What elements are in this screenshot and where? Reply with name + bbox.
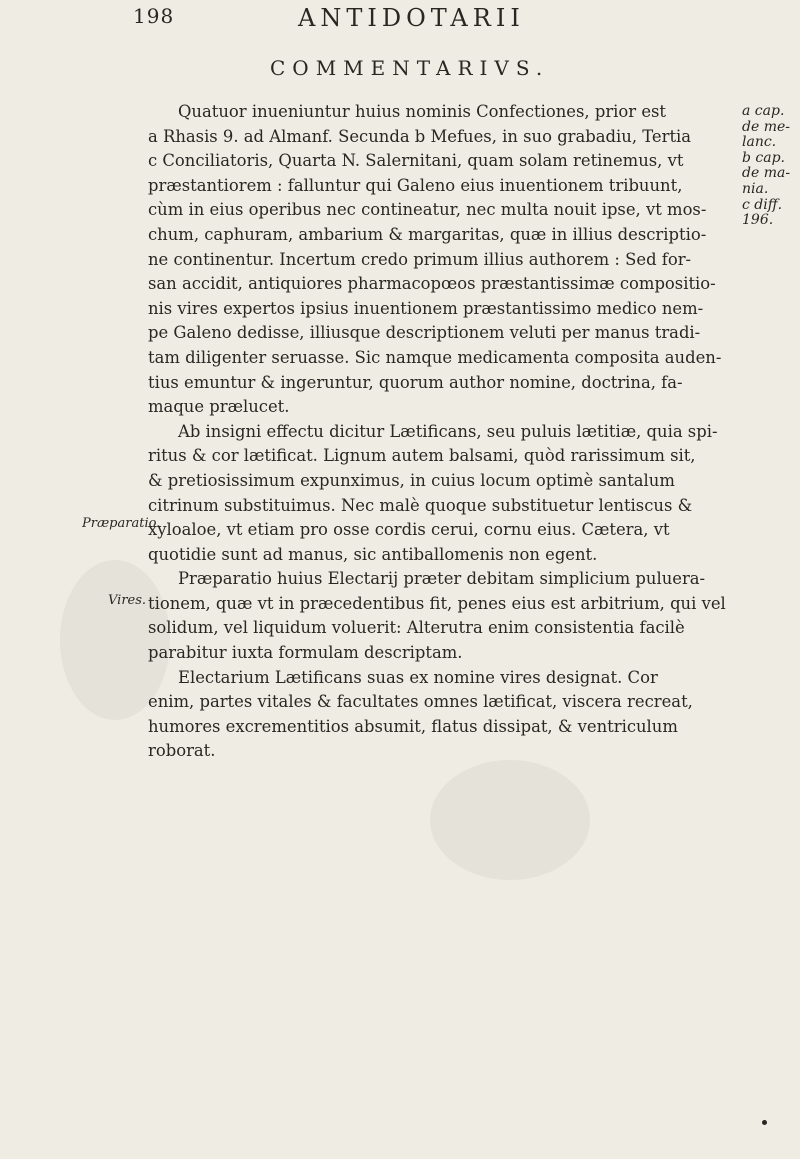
margin-note: de me- [742, 118, 790, 135]
margin-note: a cap. [742, 103, 785, 119]
text-line: ne continentur. Incertum credo primum illius authorem : Sed for- [148, 249, 692, 269]
text-line: quotidie sunt ad manus, sic antiballomenis non egent. [148, 544, 598, 564]
margin-note: b cap. [742, 149, 786, 166]
text-line: præstantiorem : falluntur qui Galeno eius inuentionem tribuunt, [148, 175, 683, 195]
ink-dot [762, 1120, 767, 1125]
text-line: san accidit, antiquiores pharmacopœos præstantissimæ compositio- [148, 274, 716, 294]
running-title: ANTIDOTARII [298, 4, 525, 32]
margin-references [742, 104, 798, 229]
text-line: citrinum substituimus. Nec malè quoque substituetur lentiscus & [148, 495, 693, 515]
margin-note: de ma- [742, 165, 791, 182]
margin-heading-praeparatio: Præparatio. [82, 516, 161, 531]
text-line: solidum, vel liquidum voluerit: Alterutra enim consistentia facilè [148, 618, 685, 638]
margin-note: lanc. [742, 134, 777, 151]
margin-note: 196. [742, 212, 774, 229]
text-line: tionem, quæ vt in præcedentibus fit, penes eius est arbitrium, qui vel [148, 593, 726, 613]
page-number: 198 [133, 4, 175, 28]
text-line: cùm in eius operibus nec contineatur, nec multa nouit ipse, vt mos- [148, 200, 707, 220]
text-line: xyloaloe, vt etiam pro osse cordis cerui, cornu eius. Cætera, vt [148, 520, 670, 540]
text-line: humores excrementitios absumit, flatus dissipat, & ventriculum [148, 716, 678, 736]
text-line: tam diligenter seruasse. Sic namque medicamenta composita auden- [148, 347, 722, 367]
margin-heading-vires: Vires. [108, 593, 147, 608]
text-line: Quatuor inueniuntur huius nominis Confectiones, prior est [178, 102, 667, 121]
text-line: chum, caphuram, ambarium & margaritas, quæ in illius descriptio- [148, 224, 707, 244]
text-line: nis vires expertos ipsius inuentionem præstantissimo medico nem- [148, 298, 704, 318]
text-line: roborat. [148, 741, 216, 761]
text-line: pe Galeno dedisse, illiusque descriptionem veluti per manus tradi- [148, 323, 701, 343]
text-line: a Rhasis 9. ad Almanf. Secunda b Mefues, in suo grabadiu, Tertia [148, 126, 692, 146]
text-line: & pretiosissimum expunximus, in cuius locum optimè santalum [148, 470, 675, 490]
paper-stain [430, 760, 590, 880]
text-line: Ab insigni effectu dicitur Lætificans, seu puluis lætitiæ, quia spi- [178, 421, 718, 441]
section-title: COMMENTARIVS. [270, 56, 550, 80]
text-line: enim, partes vitales & facultates omnes lætificat, viscera recreat, [148, 692, 693, 712]
text-line: parabitur iuxta formulam descriptam. [148, 643, 463, 663]
text-line: Præparatio huius Electarij præter debitam simplicium puluera- [178, 569, 706, 589]
text-line: c Conciliatoris, Quarta N. Salernitani, quam solam retinemus, vt [148, 151, 684, 171]
commentary-body [148, 100, 736, 764]
margin-note: nia. [742, 180, 769, 197]
margin-note: c diff. [742, 196, 783, 213]
text-line: ritus & cor lætificat. Lignum autem balsami, quòd rarissimum sit, [148, 446, 696, 466]
text-line: maque prælucet. [148, 397, 290, 417]
text-line: Electarium Lætificans suas ex nomine vires designat. Cor [178, 667, 658, 687]
text-line: tius emuntur & ingeruntur, quorum author nomine, doctrina, fa- [148, 372, 683, 392]
